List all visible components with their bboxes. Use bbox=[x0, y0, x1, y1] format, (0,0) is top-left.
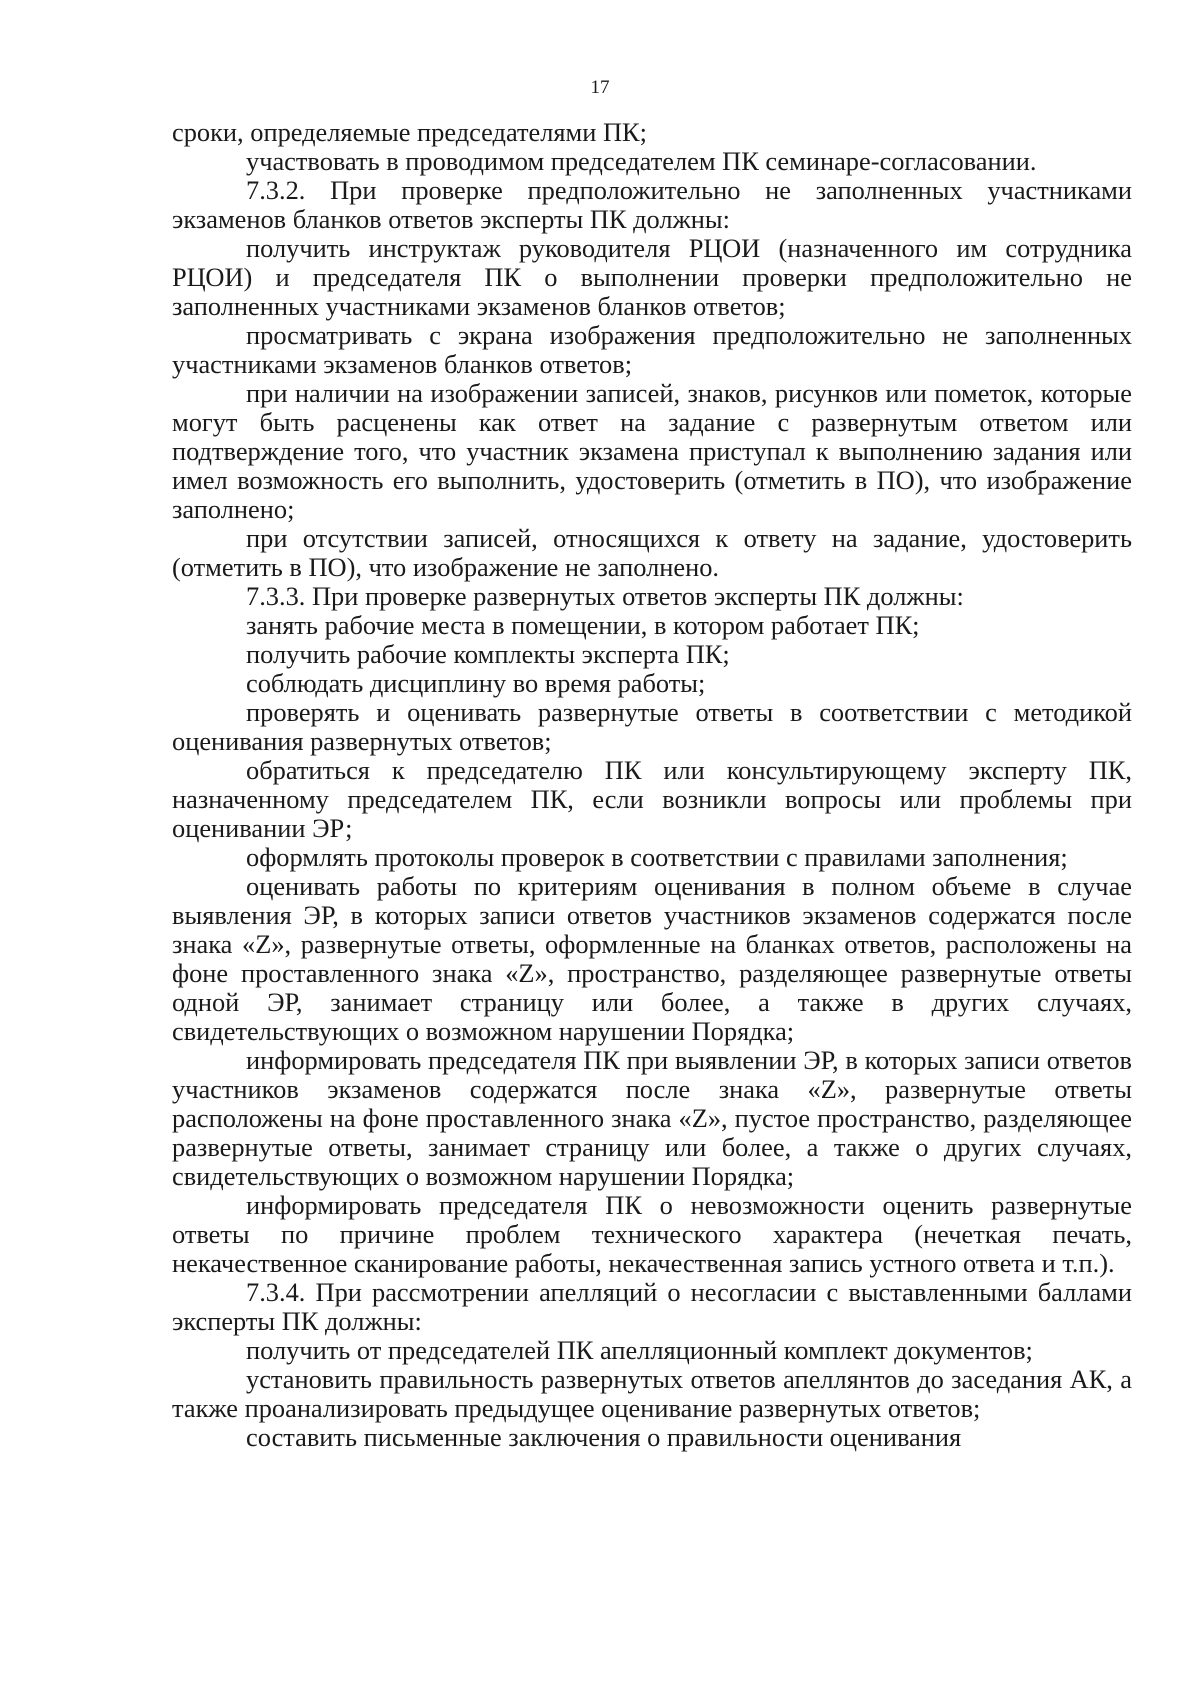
section-7-3-2-heading: 7.3.2. При проверке предположительно не заполненных участниками экзаменов бланков ответов эксперты ПК должны: bbox=[172, 175, 1132, 234]
paragraph: оценивать работы по критериям оценивания в полном объеме в случае выявления ЭР, в которых записи ответов участников экзаменов содержатся после знака «Z», развернутые ответы, оформленные на бланках ответов, расположены на фоне проставленного знака «Z», пространство, разделяющее развернутые ответы одной ЭР, занимает страницу или более, а также в других случаях, свидетельствующих о возможном нарушении Порядка; bbox=[172, 871, 1132, 1046]
paragraph: информировать председателя ПК при выявлении ЭР, в которых записи ответов участников экзаменов содержатся после знака «Z», развернутые ответы расположены на фоне проставленного знака «Z», пустое пространство, разделяющее развернутые ответы, занимает страницу или более, а также о других случаях, свидетельствующих о возможном нарушении Порядка; bbox=[172, 1045, 1132, 1191]
document-body bbox=[172, 118, 1132, 1452]
paragraph: составить письменные заключения о правильности оценивания bbox=[246, 1422, 962, 1452]
paragraph: при наличии на изображении записей, знаков, рисунков или пометок, которые могут быть расценены как ответ на задание с развернутым ответом или подтверждение того, что участник экзамена приступал к выполнению задания или имел возможность его выполнить, удостоверить (отметить в ПО), что изображение заполнено; bbox=[172, 378, 1132, 524]
paragraph: занять рабочие места в помещении, в котором работает ПК; bbox=[246, 610, 920, 640]
paragraph: обратиться к председателю ПК или консультирующему эксперту ПК, назначенному председателем ПК, если возникли вопросы или проблемы при оценивании ЭР; bbox=[172, 755, 1132, 843]
paragraph: установить правильность развернутых ответов апеллянтов до заседания АК, а также проанализировать предыдущее оценивание развернутых ответов; bbox=[172, 1364, 1132, 1423]
page-number: 17 bbox=[590, 77, 610, 98]
paragraph: участвовать в проводимом председателем ПК семинаре-согласовании. bbox=[246, 146, 1037, 176]
paragraph: оформлять протоколы проверок в соответствии с правилами заполнения; bbox=[246, 842, 1068, 872]
paragraph: информировать председателя ПК о невозможности оценить развернутые ответы по причине проблем технического характера (нечеткая печать, некачественное сканирование работы, некачественная запись устного ответа и т.п.). bbox=[172, 1190, 1132, 1278]
paragraph: соблюдать дисциплину во время работы; bbox=[246, 668, 706, 698]
paragraph: получить инструктаж руководителя РЦОИ (назначенного им сотрудника РЦОИ) и председателя ПК о выполнении проверки предположительно не заполненных участниками экзаменов бланков ответов; bbox=[172, 233, 1132, 321]
paragraph: получить от председателей ПК апелляционный комплект документов; bbox=[246, 1335, 1033, 1365]
paragraph: проверять и оценивать развернутые ответы в соответствии с методикой оценивания развернутых ответов; bbox=[172, 697, 1132, 756]
paragraph: просматривать с экрана изображения предположительно не заполненных участниками экзаменов бланков ответов; bbox=[172, 320, 1132, 379]
paragraph: сроки, определяемые председателями ПК; bbox=[172, 117, 647, 147]
section-7-3-4-heading: 7.3.4. При рассмотрении апелляций о несогласии с выставленными баллами эксперты ПК должны: bbox=[172, 1277, 1132, 1336]
section-7-3-3-heading: 7.3.3. При проверке развернутых ответов эксперты ПК должны: bbox=[246, 581, 964, 611]
paragraph: при отсутствии записей, относящихся к ответу на задание, удостоверить (отметить в ПО), что изображение не заполнено. bbox=[172, 523, 1132, 582]
paragraph: получить рабочие комплекты эксперта ПК; bbox=[246, 639, 730, 669]
